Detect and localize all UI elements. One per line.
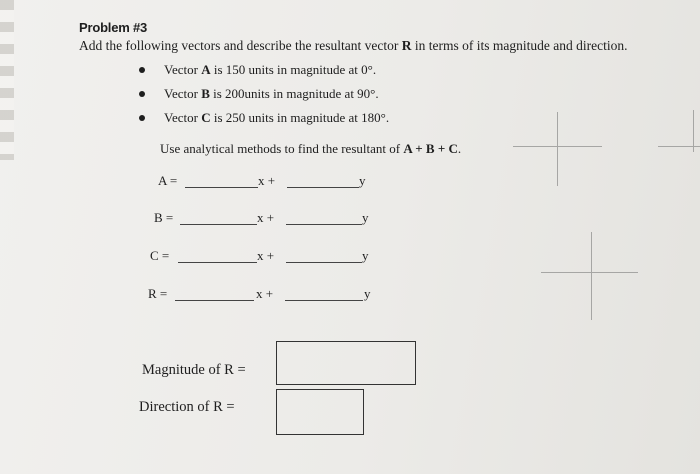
vector-b-description: is 200units in magnitude at 90°. bbox=[209, 86, 379, 101]
instruction-text-end: in terms of its magnitude and direction. bbox=[411, 38, 628, 53]
row-a-label: A = bbox=[158, 173, 178, 188]
row-r-label: R = bbox=[148, 286, 168, 301]
method-sum-expression: A + B + C bbox=[403, 141, 458, 156]
row-r-y-blank[interactable] bbox=[285, 300, 363, 301]
row-b-label: B = bbox=[154, 210, 174, 225]
row-a-x-blank[interactable] bbox=[185, 187, 258, 188]
method-text-end: . bbox=[457, 141, 462, 156]
problem-title: Problem #3 bbox=[79, 20, 148, 35]
vector-a-description: is 150 units in magnitude at 0°. bbox=[210, 62, 377, 77]
instruction-vector-r: R bbox=[401, 38, 412, 53]
row-b-x-blank[interactable] bbox=[180, 224, 257, 225]
row-r-x-blank[interactable] bbox=[175, 300, 254, 301]
row-c-y-suffix: y bbox=[362, 248, 369, 263]
row-c-x-suffix: x + bbox=[257, 248, 275, 263]
sketch-axis-vertical-1 bbox=[557, 112, 558, 186]
sketch-axis-horizontal-3 bbox=[658, 146, 700, 147]
sketch-axis-horizontal-2 bbox=[541, 272, 638, 273]
vector-c-prefix: Vector bbox=[164, 110, 202, 125]
row-r-x-suffix: x + bbox=[256, 286, 274, 301]
row-r-y-suffix: y bbox=[364, 286, 371, 301]
row-b-y-blank[interactable] bbox=[286, 224, 362, 225]
vector-a-prefix: Vector bbox=[164, 62, 202, 77]
vector-item-b bbox=[136, 86, 389, 110]
sketch-axis-horizontal-1 bbox=[513, 146, 602, 147]
vector-item-a bbox=[136, 62, 389, 86]
magnitude-label: Magnitude of R = bbox=[142, 362, 246, 378]
row-b-x-suffix: x + bbox=[257, 210, 275, 225]
vector-list bbox=[136, 62, 389, 134]
row-c-label: C = bbox=[150, 248, 170, 263]
page-binding-edge bbox=[0, 0, 14, 160]
vector-b-symbol: B bbox=[201, 86, 210, 101]
row-c-y-blank[interactable] bbox=[286, 262, 362, 263]
row-b-y-suffix: y bbox=[362, 210, 369, 225]
vector-c-symbol: C bbox=[201, 110, 211, 125]
sketch-axis-vertical-2 bbox=[591, 232, 592, 320]
direction-answer-box[interactable] bbox=[276, 389, 364, 435]
vector-item-c bbox=[136, 110, 389, 134]
row-c-x-blank[interactable] bbox=[178, 262, 257, 263]
instruction-text-start: Add the following vectors and describe the resultant vector bbox=[79, 38, 402, 53]
vector-a-symbol: A bbox=[201, 62, 211, 77]
method-text-start: Use analytical methods to find the resultant of bbox=[160, 141, 404, 156]
vector-b-prefix: Vector bbox=[164, 86, 202, 101]
vector-c-description: is 250 units in magnitude at 180°. bbox=[210, 110, 390, 125]
row-a-y-suffix: y bbox=[359, 173, 366, 188]
direction-label: Direction of R = bbox=[139, 399, 235, 415]
row-a-y-blank[interactable] bbox=[287, 187, 359, 188]
row-a-x-suffix: x + bbox=[258, 173, 276, 188]
magnitude-answer-box[interactable] bbox=[276, 341, 416, 385]
problem-instruction bbox=[79, 38, 628, 54]
method-instruction bbox=[160, 141, 461, 157]
